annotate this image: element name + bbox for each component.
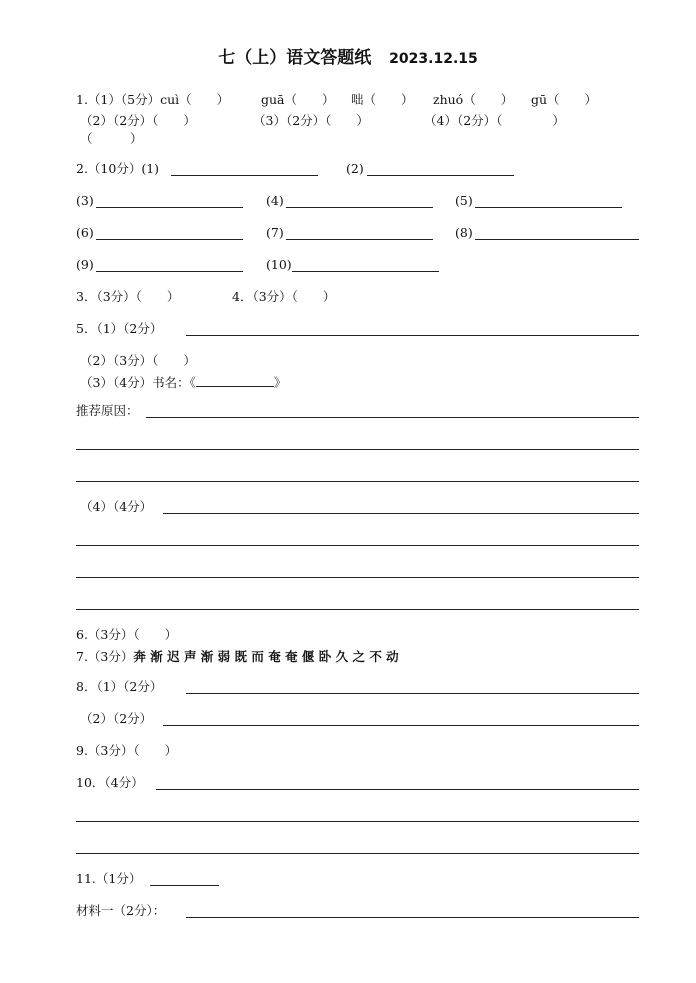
q2-answer-line-2[interactable] [367,175,514,176]
q1-part4: （4）（2分）（ ） [424,113,565,128]
q2-item-7: (7) [266,225,284,240]
q8-part1-label: 8．（1）（2分） [76,679,163,694]
q2-answer-line-8[interactable] [475,239,639,240]
q8-part2-line[interactable] [163,725,639,726]
q1-gua: guā（ ） [261,92,335,107]
q2-item-2: (2) [346,161,364,176]
q11-label: 11.（1分） [76,871,142,886]
q5-part3-label [80,374,286,391]
q1-part3: （3）（2分）（ ） [253,113,369,128]
q5-part4-line-2[interactable] [76,545,639,546]
q2-item-4: (4) [266,193,284,208]
q7-row [76,649,399,665]
q2-answer-line-10[interactable] [292,271,439,272]
q1-part4-cont: （ ） [80,131,143,146]
q5-part4-label: （4）（4分） [80,499,153,514]
q10-label: 10．（4分） [76,775,144,790]
q2-answer-line-3[interactable] [96,207,243,208]
title-date: 2023.12.15 [389,51,478,67]
q10-line-3[interactable] [76,853,639,854]
q2-item-8: (8) [455,225,473,240]
q3-label: 3．（3分）（ ） [76,289,180,304]
q1-gu: gū（ ） [531,92,598,107]
q5-reason-line-1[interactable] [146,417,639,418]
q2-answer-line-6[interactable] [96,239,243,240]
q1-part2: （2）（2分）（ ） [80,113,196,128]
q5-reason-line-3[interactable] [76,481,639,482]
q1-duo: 咄（ ） [351,92,414,107]
q5-reason-line-2[interactable] [76,449,639,450]
q7-chars: 奔 渐 迟 声 渐 弱 既 而 奄 奄 偃 卧 久 之 不 动 [133,649,399,664]
q8-part1-line[interactable] [186,693,639,694]
q1-zhuo: zhuó（ ） [433,92,514,107]
q5-part2-label: （2）（3分）（ ） [80,353,196,368]
q5-part4-line-4[interactable] [76,609,639,610]
q2-item-9: (9) [76,257,94,272]
q2-item-6: (6) [76,225,94,240]
page-title [0,46,696,71]
q5-part1-line[interactable] [186,335,639,336]
q10-line-2[interactable] [76,821,639,822]
q8-part2-label: （2）（2分） [80,711,153,726]
q5-reason-label: 推荐原因： [76,403,139,418]
title-text: 七（上）语文答题纸 [218,48,372,68]
q5-part4-line-1[interactable] [163,513,639,514]
q2-item-10: (10) [266,257,292,272]
material1-line[interactable] [186,917,639,918]
q2-answer-line-4[interactable] [286,207,433,208]
q1-part1: 1.（1）（5分）cuì（ ） [76,92,230,107]
q2-answer-line-9[interactable] [96,271,243,272]
q5-part1-label: 5．（1）（2分） [76,321,163,336]
q6-label: 6.（3分）（ ） [76,627,178,642]
q2-item-5: (5) [455,193,473,208]
q2-answer-line-7[interactable] [286,239,433,240]
q2-label: 2.（10分）(1) [76,161,160,176]
q4-label: 4．（3分）（ ） [232,289,336,304]
material1-label: 材料一（2分）： [76,903,166,918]
q2-answer-line-1[interactable] [171,175,318,176]
q5-part4-line-3[interactable] [76,577,639,578]
q11-line[interactable] [150,885,219,886]
q2-item-3: (3) [76,193,94,208]
q9-label: 9.（3分）（ ） [76,743,178,758]
q5-book-prefix: （3）（4分）书名：《 [80,375,196,390]
q2-answer-line-5[interactable] [475,207,622,208]
q7-label: 7.（3分） [76,649,134,664]
q5-book-name-blank[interactable] [196,374,274,387]
q10-line-1[interactable] [156,789,639,790]
q5-book-suffix: 》 [273,375,287,390]
